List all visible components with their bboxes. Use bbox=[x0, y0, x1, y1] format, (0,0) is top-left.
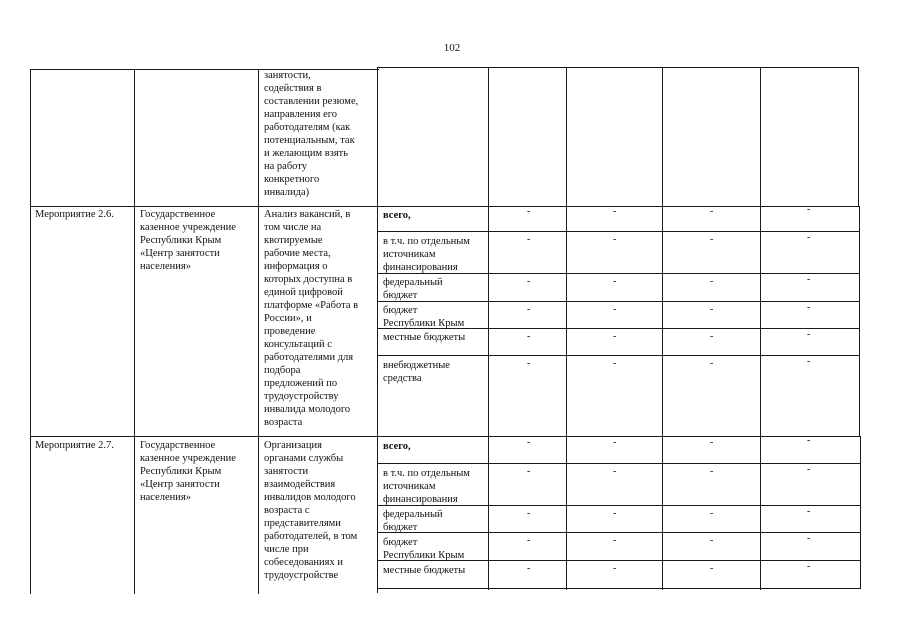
empty-value: - bbox=[613, 437, 617, 448]
empty-value: - bbox=[527, 535, 531, 546]
description-line: единой цифровой bbox=[264, 287, 343, 298]
empty-value: - bbox=[613, 563, 617, 574]
executor-line: населения» bbox=[140, 492, 191, 503]
description-line: и желающим взять bbox=[264, 148, 349, 159]
description-line: трудоустройстве bbox=[264, 570, 339, 581]
funding-republic-label: бюджет bbox=[383, 305, 418, 316]
empty-value: - bbox=[710, 508, 714, 519]
empty-value: - bbox=[710, 234, 714, 245]
executor-line: казенное учреждение bbox=[140, 453, 236, 464]
funding-including-label: финансирования bbox=[383, 494, 458, 505]
empty-value: - bbox=[807, 356, 811, 367]
empty-value: - bbox=[613, 508, 617, 519]
empty-value: - bbox=[710, 276, 714, 287]
executor-line: Государственное bbox=[140, 440, 216, 451]
empty-value: - bbox=[613, 358, 617, 369]
empty-value: - bbox=[710, 331, 714, 342]
description-line: проведение bbox=[264, 326, 316, 337]
description-line: представителями bbox=[264, 518, 341, 529]
description-line: подбора bbox=[264, 365, 301, 376]
description-line: работодателей, в том bbox=[264, 531, 358, 542]
description-line: инвалидов молодого bbox=[264, 492, 356, 503]
empty-value: - bbox=[613, 466, 617, 477]
funding-republic-label: Республики Крым bbox=[383, 550, 465, 561]
description-line: направления его bbox=[264, 109, 338, 120]
description-line: России», и bbox=[264, 313, 312, 324]
empty-value: - bbox=[527, 358, 531, 369]
empty-value: - bbox=[807, 435, 811, 446]
executor-line: Государственное bbox=[140, 209, 216, 220]
funding-federal-label: бюджет bbox=[383, 290, 418, 301]
empty-value: - bbox=[807, 561, 811, 572]
measure-name: Мероприятие 2.7. bbox=[35, 440, 114, 451]
empty-value: - bbox=[807, 232, 811, 243]
description-line: составлении резюме, bbox=[264, 96, 359, 107]
description-line: занятости bbox=[264, 466, 309, 477]
empty-value: - bbox=[710, 437, 714, 448]
funding-federal-label: федеральный bbox=[383, 509, 443, 520]
description-line: работодателям (как bbox=[264, 122, 351, 133]
description-line: платформе «Работа в bbox=[264, 300, 359, 311]
empty-value: - bbox=[613, 304, 617, 315]
empty-value: - bbox=[613, 234, 617, 245]
description-line: информация о bbox=[264, 261, 328, 272]
description-line: Организация bbox=[264, 440, 322, 451]
executor-line: «Центр занятости bbox=[140, 248, 220, 259]
description-line: том числе на bbox=[264, 222, 322, 233]
description-line: собеседованиях и bbox=[264, 557, 343, 568]
description-line: инвалида) bbox=[264, 187, 310, 198]
executor-line: Республики Крым bbox=[140, 235, 222, 246]
description-line: консультаций с bbox=[264, 339, 332, 350]
executor-line: Республики Крым bbox=[140, 466, 222, 477]
description-line: Анализ вакансий, в bbox=[264, 209, 351, 220]
funding-local-label: местные бюджеты bbox=[383, 565, 466, 576]
funding-including-label: источникам bbox=[383, 249, 436, 260]
empty-value: - bbox=[807, 302, 811, 313]
funding-including-label: в т.ч. по отдельным bbox=[383, 468, 470, 479]
description-line: которых доступна в bbox=[264, 274, 353, 285]
empty-value: - bbox=[527, 276, 531, 287]
description-line: трудоустройству bbox=[264, 391, 339, 402]
description-line: рабочие места, bbox=[264, 248, 331, 259]
description-line: взаимодействия bbox=[264, 479, 336, 490]
funding-republic-label: Республики Крым bbox=[383, 318, 465, 329]
empty-value: - bbox=[710, 563, 714, 574]
funding-federal-label: федеральный bbox=[383, 277, 443, 288]
empty-value: - bbox=[807, 506, 811, 517]
empty-value: - bbox=[527, 466, 531, 477]
funding-federal-label: бюджет bbox=[383, 522, 418, 533]
description-line: числе при bbox=[264, 544, 309, 555]
empty-value: - bbox=[527, 234, 531, 245]
empty-value: - bbox=[710, 304, 714, 315]
funding-extra-label: внебюджетные bbox=[383, 360, 450, 371]
empty-value: - bbox=[807, 533, 811, 544]
empty-value: - bbox=[613, 535, 617, 546]
funding-extra-label: средства bbox=[383, 373, 422, 384]
page-number: 102 bbox=[443, 42, 461, 54]
empty-value: - bbox=[527, 563, 531, 574]
funding-republic-label: бюджет bbox=[383, 537, 418, 548]
empty-value: - bbox=[710, 466, 714, 477]
executor-line: населения» bbox=[140, 261, 191, 272]
empty-value: - bbox=[807, 329, 811, 340]
empty-value: - bbox=[527, 508, 531, 519]
empty-value: - bbox=[807, 274, 811, 285]
empty-value: - bbox=[527, 304, 531, 315]
funding-total-label: всего, bbox=[383, 210, 411, 221]
empty-value: - bbox=[710, 358, 714, 369]
description-line: органами службы bbox=[264, 453, 344, 464]
funding-including-label: источникам bbox=[383, 481, 436, 492]
description-line: потенциальным, так bbox=[264, 135, 355, 146]
description-line: возраста bbox=[264, 417, 303, 428]
executor-line: казенное учреждение bbox=[140, 222, 236, 233]
measure-name: Мероприятие 2.6. bbox=[35, 209, 114, 220]
empty-value: - bbox=[613, 331, 617, 342]
description-line: на работу bbox=[264, 161, 307, 172]
funding-including-label: в т.ч. по отдельным bbox=[383, 236, 470, 247]
description-line: возраста с bbox=[264, 505, 310, 516]
description-line: предложений по bbox=[264, 378, 338, 389]
description-line: работодателями для bbox=[264, 352, 354, 363]
empty-value: - bbox=[807, 204, 811, 215]
description-line: занятости, bbox=[264, 70, 311, 81]
empty-value: - bbox=[527, 331, 531, 342]
description-line: инвалида молодого bbox=[264, 404, 351, 415]
executor-line: «Центр занятости bbox=[140, 479, 220, 490]
funding-local-label: местные бюджеты bbox=[383, 332, 466, 343]
description-line: квотируемые bbox=[264, 235, 323, 246]
empty-value: - bbox=[710, 206, 714, 217]
empty-value: - bbox=[613, 206, 617, 217]
funding-total-label: всего, bbox=[383, 441, 411, 452]
empty-value: - bbox=[807, 464, 811, 475]
description-line: конкретного bbox=[264, 174, 320, 185]
empty-value: - bbox=[527, 437, 531, 448]
description-line: содействия в bbox=[264, 83, 322, 94]
empty-value: - bbox=[710, 535, 714, 546]
empty-value: - bbox=[613, 276, 617, 287]
funding-including-label: финансирования bbox=[383, 262, 458, 273]
empty-value: - bbox=[527, 206, 531, 217]
